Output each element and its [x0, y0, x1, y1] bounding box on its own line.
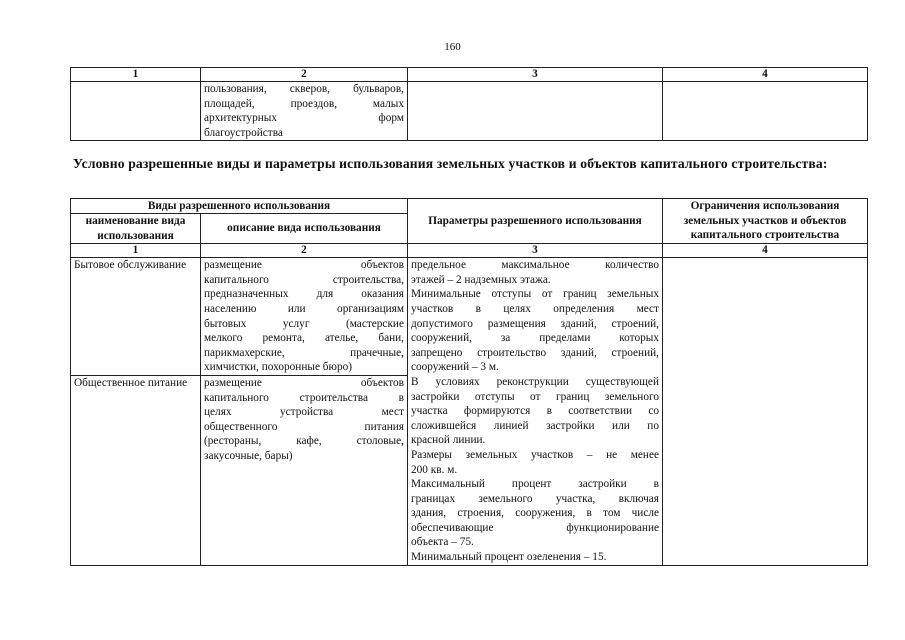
text-line: Минимальный процент озеленения – 15. [411, 551, 607, 564]
text-line: капитального строительства, [204, 273, 404, 286]
text-line: бытовых услуг (мастерские [204, 317, 404, 330]
use-name: Общественное питание [74, 376, 188, 389]
text-line: здания, строения, сооружения, в том числе [411, 507, 659, 520]
column-number: 1 [71, 244, 201, 258]
column-number: 1 [71, 68, 201, 82]
text-line: сооружений – 3 м. [411, 361, 499, 374]
text-line: (рестораны, кафе, столовые, [204, 435, 404, 448]
text-line: размещение объектов [204, 259, 404, 272]
table-cell [408, 82, 663, 141]
restrictions-cell [663, 258, 868, 565]
text-line: допустимого размещения зданий, строений, [411, 317, 659, 330]
text-line: В условиях реконструкции существующей [411, 375, 659, 388]
text-line: Размеры земельных участков – не менее [411, 448, 659, 461]
text-line: парикмахерские, прачечные, [204, 346, 404, 359]
column-number-row [71, 244, 868, 258]
text-line: капитального строительства в [204, 391, 404, 404]
table-cell [71, 82, 201, 141]
parameters-header: Параметры разрешенного использования [408, 199, 663, 244]
continuation-table [70, 67, 868, 141]
text-line: объекта – 75. [411, 536, 474, 549]
text-line: участка формируются в соответствии со [411, 405, 659, 418]
text-line: закусочные, бары) [204, 449, 293, 462]
description-cell [201, 258, 408, 376]
text-line: обеспечивающие функционирование [411, 521, 659, 534]
column-number: 3 [408, 68, 663, 82]
use-name: Бытовое обслуживание [74, 259, 187, 272]
text-line: сооружений, за пределами которых [411, 332, 659, 345]
group-header: Виды разрешенного использования [71, 199, 408, 214]
table-row [71, 258, 868, 376]
text-line: населению или организациям [204, 302, 404, 315]
section-heading: Условно разрешенные виды и параметры использования земельных участков и объектов капитального строительства: [73, 156, 828, 171]
text-line: этажей – 2 надземных этажа. [411, 273, 551, 286]
text-line: предельное максимальное количество [411, 259, 659, 272]
text-line: мелкого ремонта, ателье, бани, [204, 332, 404, 345]
text-line: целях устройства мест [204, 406, 404, 419]
parameters-cell [408, 258, 663, 565]
text-line: сложившейся линией застройки или по [411, 419, 659, 432]
column-number: 4 [663, 68, 868, 82]
text-line: участков в целях определения мест [411, 302, 659, 315]
text-line: благоустройства [204, 126, 283, 139]
text-line: застройки отступы от границ земельного [411, 390, 659, 403]
use-name-cell [71, 375, 201, 565]
text-line: границах земельного участка, включая [411, 492, 659, 505]
conditional-use-table [70, 198, 868, 566]
table-row [71, 82, 868, 141]
column-number: 2 [201, 68, 408, 82]
column-number: 4 [663, 244, 868, 258]
description-cell [201, 82, 408, 141]
use-name-cell [71, 258, 201, 376]
header-row [71, 199, 868, 214]
text-line: запрещено строительство зданий, строений, [411, 346, 659, 359]
column-number: 2 [201, 244, 408, 258]
text-line: размещение объектов [204, 376, 404, 389]
page-number: 160 [444, 41, 461, 53]
text-line: предназначенных для оказания [204, 288, 404, 301]
restrictions-header: Ограничения использования земельных участков и объектов капитального строительства [663, 199, 868, 244]
text-line: архитектурных форм [204, 112, 404, 125]
name-header: наименование вида использования [71, 214, 201, 244]
column-number: 3 [408, 244, 663, 258]
text-line: Максимальный процент застройки в [411, 478, 659, 491]
text-line: Минимальные отступы от границ земельных [411, 288, 659, 301]
text-line: пользования, скверов, бульваров, [204, 83, 404, 95]
text-line: химчистки, похоронные бюро) [204, 361, 353, 374]
text-line: общественного питания [204, 420, 404, 433]
text-line: площадей, проездов, малых [204, 97, 404, 110]
description-header: описание вида использования [201, 214, 408, 244]
column-number-row [71, 68, 868, 82]
description-cell [201, 375, 408, 565]
table-cell [663, 82, 868, 141]
text-line: 200 кв. м. [411, 463, 458, 476]
text-line: красной линии. [411, 434, 486, 447]
